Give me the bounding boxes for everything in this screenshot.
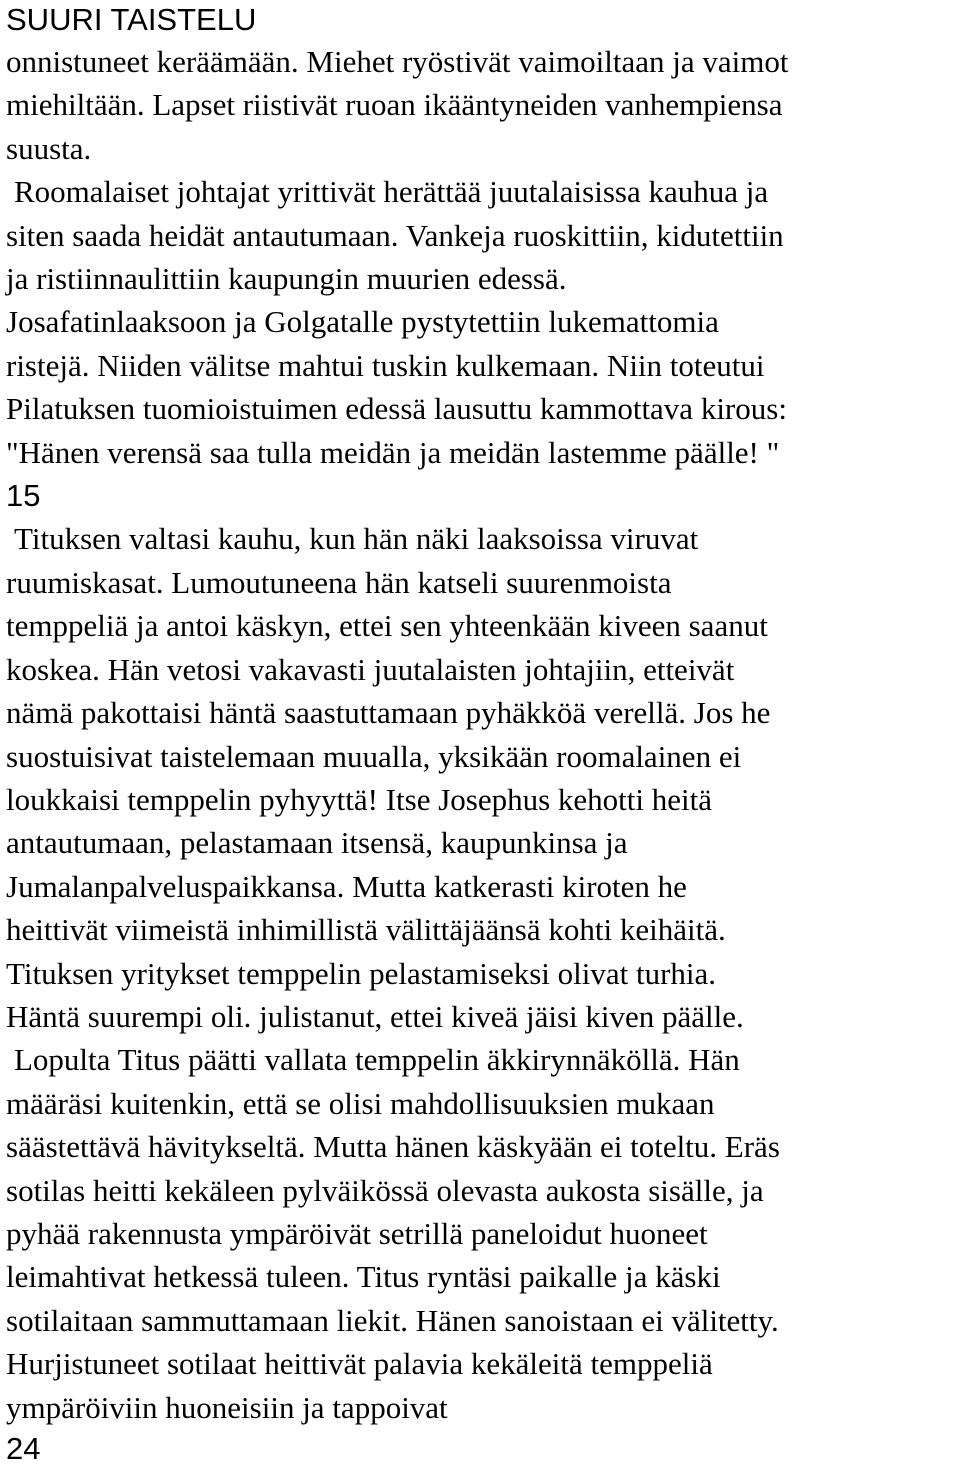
text-line: ruumiskasat. Lumoutuneena hän katseli suurenmoista (6, 564, 672, 600)
text-line: Lopulta Titus päätti vallata temppelin äkkirynnäköllä. Hän (14, 1042, 740, 1078)
text-line: "Hänen verensä saa tulla meidän ja meidän lastemme päälle! " (6, 434, 780, 470)
body-text-part1 (6, 40, 956, 474)
page-number: 24 (6, 1431, 41, 1466)
text-line: koskea. Hän vetosi vakavasti juutalaisten johtajiin, etteivät (6, 651, 735, 687)
text-line: Jumalanpalveluspaikkansa. Mutta katkerasti kiroten he (6, 868, 687, 904)
text-line: Josafatinlaaksoon ja Golgatalle pystytettiin lukemattomia (6, 304, 719, 340)
text-line: Roomalaiset johtajat yrittivät herättää juutalaisissa kauhua ja (14, 174, 769, 210)
text-line: ristejä. Niiden välitse mahtui tuskin kulkemaan. Niin toteutui (6, 347, 765, 383)
text-line: Häntä suurempi oli. julistanut, ettei kiveä jäisi kiven päälle. (6, 998, 744, 1034)
text-line: antautumaan, pelastamaan itsensä, kaupunkinsa ja (6, 825, 628, 861)
document-page (6, 0, 956, 1469)
text-line: Tituksen valtasi kauhu, kun hän näki laaksoissa viruvat (14, 521, 699, 557)
text-line: leimahtivat hetkessä tuleen. Titus ryntäsi paikalle ja käski (6, 1259, 721, 1295)
text-line: miehiltään. Lapset riistivät ruoan ikääntyneiden vanhempiensa (6, 87, 783, 123)
text-line: määräsi kuitenkin, että se olisi mahdollisuuksien mukaan (6, 1085, 715, 1121)
body-text-part2 (6, 517, 956, 1429)
text-line: säästettävä hävitykseltä. Mutta hänen käskyään ei toteltu. Eräs (6, 1129, 780, 1165)
text-line: nämä pakottaisi häntä saastuttamaan pyhäkköä verellä. Jos he (6, 695, 771, 731)
text-line: suostuisivat taistelemaan muualla, yksikään roomalainen ei (6, 738, 742, 774)
text-line: temppeliä ja antoi käskyn, ettei sen yhteenkään kiveen saanut (6, 608, 768, 644)
text-line: heittivät viimeistä inhimillistä välittäjäänsä kohti keihäitä. (6, 912, 726, 948)
text-line: loukkaisi temppelin pyhyyttä! Itse Josephus kehotti heitä (6, 781, 712, 817)
text-line: Pilatuksen tuomioistuimen edessä lausuttu kammottava kirous: (6, 391, 787, 427)
text-line: ja ristiinnaulittiin kaupungin muurien edessä. (6, 261, 567, 297)
text-line: siten saada heidät antautumaan. Vankeja ruoskittiin, kidutettiin (6, 217, 784, 253)
text-line: ympäröiviin huoneisiin ja tappoivat (6, 1389, 448, 1425)
text-line: sotilas heitti kekäleen pylväikössä olevasta aukosta sisälle, ja (6, 1172, 764, 1208)
text-line: Hurjistuneet sotilaat heittivät palavia kekäleitä temppeliä (6, 1346, 713, 1382)
text-line: sotilaitaan sammuttamaan liekit. Hänen sanoistaan ei välitetty. (6, 1302, 779, 1338)
text-line: suusta. (6, 130, 92, 166)
text-line: pyhää rakennusta ympäröivät setrillä paneloidut huoneet (6, 1215, 708, 1251)
text-line: onnistuneet keräämään. Miehet ryöstivät vaimoiltaan ja vaimot (6, 44, 789, 79)
running-header: SUURI TAISTELU (6, 2, 257, 37)
text-line: Tituksen yritykset temppelin pelastamiseksi olivat turhia. (6, 955, 717, 991)
footnote-marker: 15 (6, 478, 41, 514)
